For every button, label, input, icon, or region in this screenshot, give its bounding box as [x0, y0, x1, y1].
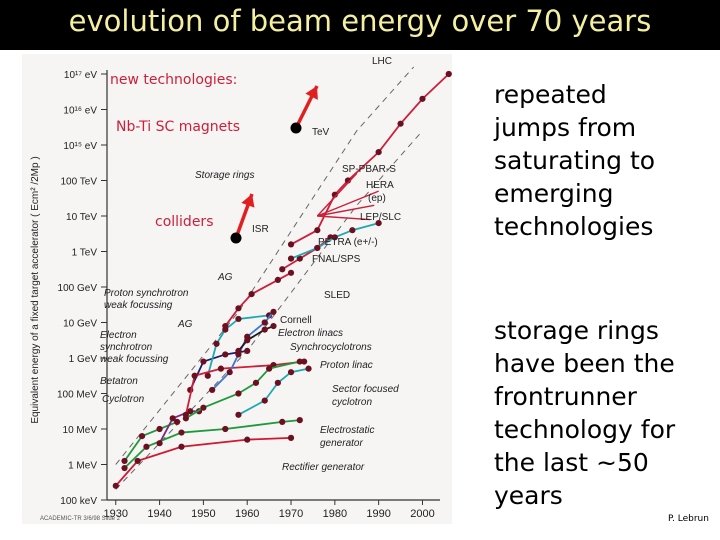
chart-annotation: LHC	[372, 56, 393, 67]
note-line: storage rings	[494, 316, 659, 345]
y-tick-label: 10¹⁵ eV	[63, 141, 97, 152]
data-point	[178, 429, 184, 435]
chart-annotation: synchrotron	[100, 342, 153, 353]
data-point	[397, 121, 403, 127]
data-point	[235, 390, 241, 396]
chart-annotation: Proton synchrotron	[104, 288, 189, 299]
chart-annotation: Electrostatic	[320, 425, 375, 436]
data-point	[262, 398, 268, 404]
data-point	[121, 465, 127, 471]
data-point	[192, 373, 198, 379]
data-point	[266, 366, 272, 372]
note-line: emerging	[494, 179, 614, 208]
y-tick-label: 10¹⁷ eV	[63, 70, 97, 81]
chart-annotation: SP-PBAR-S	[342, 164, 396, 175]
note-storage-rings	[494, 314, 675, 512]
data-point	[139, 433, 145, 439]
note-line: have been the	[494, 349, 675, 378]
note-line: technologies	[494, 212, 654, 241]
data-point	[244, 348, 250, 354]
data-point	[209, 387, 215, 393]
x-tick-label: 2000	[410, 508, 435, 520]
data-point	[178, 444, 184, 450]
data-point	[244, 337, 250, 343]
y-tick-label: 100 keV	[60, 496, 97, 507]
data-point	[170, 415, 176, 421]
data-point	[262, 319, 268, 325]
y-axis-label: Equivalent energy of a fixed target accelerator ( Ecm² /2Mp )	[30, 156, 41, 424]
data-point	[279, 419, 285, 425]
data-point	[222, 351, 228, 357]
data-point	[135, 458, 141, 464]
data-point	[297, 417, 303, 423]
chart-annotation: Electron	[100, 330, 137, 341]
y-tick-label: 100 MeV	[56, 389, 97, 401]
note-line: frontrunner	[494, 382, 637, 411]
note-line: technology for	[494, 415, 676, 444]
x-tick-label: 1980	[322, 508, 348, 520]
note-line: saturating to	[494, 146, 656, 175]
chart-annotation: TeV	[312, 127, 330, 138]
data-point	[218, 366, 224, 372]
note-repeated-jumps	[494, 78, 655, 243]
note-line: repeated	[494, 80, 607, 109]
chart-annotation: Electron linacs	[278, 328, 344, 339]
data-point	[270, 309, 276, 315]
data-point	[288, 256, 294, 262]
arrow-origin-dot	[231, 233, 242, 244]
data-point	[419, 96, 425, 102]
x-tick-label: 1930	[103, 508, 129, 520]
chart-annotation: Proton linac	[320, 360, 373, 371]
data-point	[288, 435, 294, 441]
data-point	[143, 444, 149, 450]
data-point	[275, 277, 281, 283]
data-point	[446, 71, 452, 77]
chart-annotation: ISR	[252, 224, 269, 235]
chart-annotation: generator	[320, 438, 363, 449]
author-credit: P. Lebrun	[668, 514, 709, 524]
chart-annotation: Cyclotron	[102, 394, 145, 405]
data-point	[248, 291, 254, 297]
data-point	[200, 358, 206, 364]
chart-annotation: Storage rings	[195, 170, 255, 181]
slide-title: evolution of beam energy over 70 years	[68, 4, 652, 38]
chart-annotation: AG	[218, 272, 233, 283]
chart-annotation: LEP/SLC	[360, 212, 402, 223]
data-point	[121, 458, 127, 464]
arrow-origin-dot	[291, 123, 302, 134]
callout-nbti-magnets: Nb-Ti SC magnets	[116, 119, 241, 135]
data-point	[376, 149, 382, 155]
data-point	[275, 380, 281, 386]
y-tick-label: 100 TeV	[60, 176, 97, 188]
data-point	[349, 227, 355, 233]
callout-new-technologies: new technologies:	[110, 72, 238, 88]
data-point	[222, 426, 228, 432]
chart-annotation: Betatron	[100, 376, 138, 387]
x-tick-label: 1990	[366, 508, 391, 520]
data-point	[235, 412, 241, 418]
y-tick-label: 1 TeV	[71, 247, 97, 259]
data-point	[222, 323, 228, 329]
chart-annotation: Sector focused	[332, 384, 399, 395]
note-line: years	[494, 481, 563, 510]
y-tick-label: 100 GeV	[57, 283, 97, 294]
data-point	[244, 437, 250, 443]
y-tick-label: 10 GeV	[63, 318, 97, 330]
note-line: the last ~50	[494, 448, 649, 477]
chart-annotation: PETRA (e+/-)	[318, 237, 378, 248]
y-tick-label: 10¹⁶ eV	[63, 105, 97, 117]
data-point	[183, 415, 189, 421]
data-point	[113, 483, 119, 489]
chart-footer: ACADEMIC-TR 3/6/98 Slide 2	[40, 516, 121, 522]
data-point	[288, 241, 294, 247]
data-point	[297, 358, 303, 364]
data-point	[156, 440, 162, 446]
y-tick-label: 10 TeV	[66, 212, 97, 223]
data-point	[253, 380, 259, 386]
data-point	[305, 366, 311, 372]
data-point	[235, 348, 241, 354]
x-tick-label: 1950	[191, 508, 216, 520]
x-tick-label: 1940	[147, 508, 172, 520]
chart-annotation: FNAL/SPS	[312, 254, 361, 265]
chart-annotation: Cornell	[280, 315, 312, 326]
callout-colliders: colliders	[155, 214, 214, 230]
data-point	[213, 341, 219, 347]
x-tick-label: 1960	[234, 508, 260, 520]
chart-annotation: Synchrocyclotrons	[290, 342, 372, 353]
x-tick-label: 1970	[278, 508, 304, 520]
chart-annotation: SLED	[324, 290, 351, 301]
data-point	[227, 369, 233, 375]
data-point	[279, 266, 285, 272]
data-point	[270, 323, 276, 329]
y-tick-label: 1 MeV	[68, 460, 97, 472]
chart-annotation: weak focussing	[100, 354, 169, 365]
data-point	[156, 426, 162, 432]
data-point	[288, 270, 294, 276]
note-line: jumps from	[494, 113, 637, 142]
chart-annotation: Rectifier generator	[282, 462, 365, 473]
chart-annotation: HERA	[366, 180, 394, 191]
chart-annotation: cyclotron	[332, 397, 373, 408]
y-tick-label: 1 GeV	[68, 354, 97, 365]
data-point	[235, 305, 241, 311]
data-point	[262, 327, 268, 333]
chart-annotation: (ep)	[368, 193, 386, 204]
y-tick-label: 10 MeV	[62, 425, 97, 436]
chart-annotation: AG	[178, 319, 193, 330]
data-point	[200, 405, 206, 411]
data-point	[235, 316, 241, 322]
data-point	[314, 227, 320, 233]
data-point	[288, 369, 294, 375]
chart-annotation: weak focussing	[104, 300, 173, 311]
